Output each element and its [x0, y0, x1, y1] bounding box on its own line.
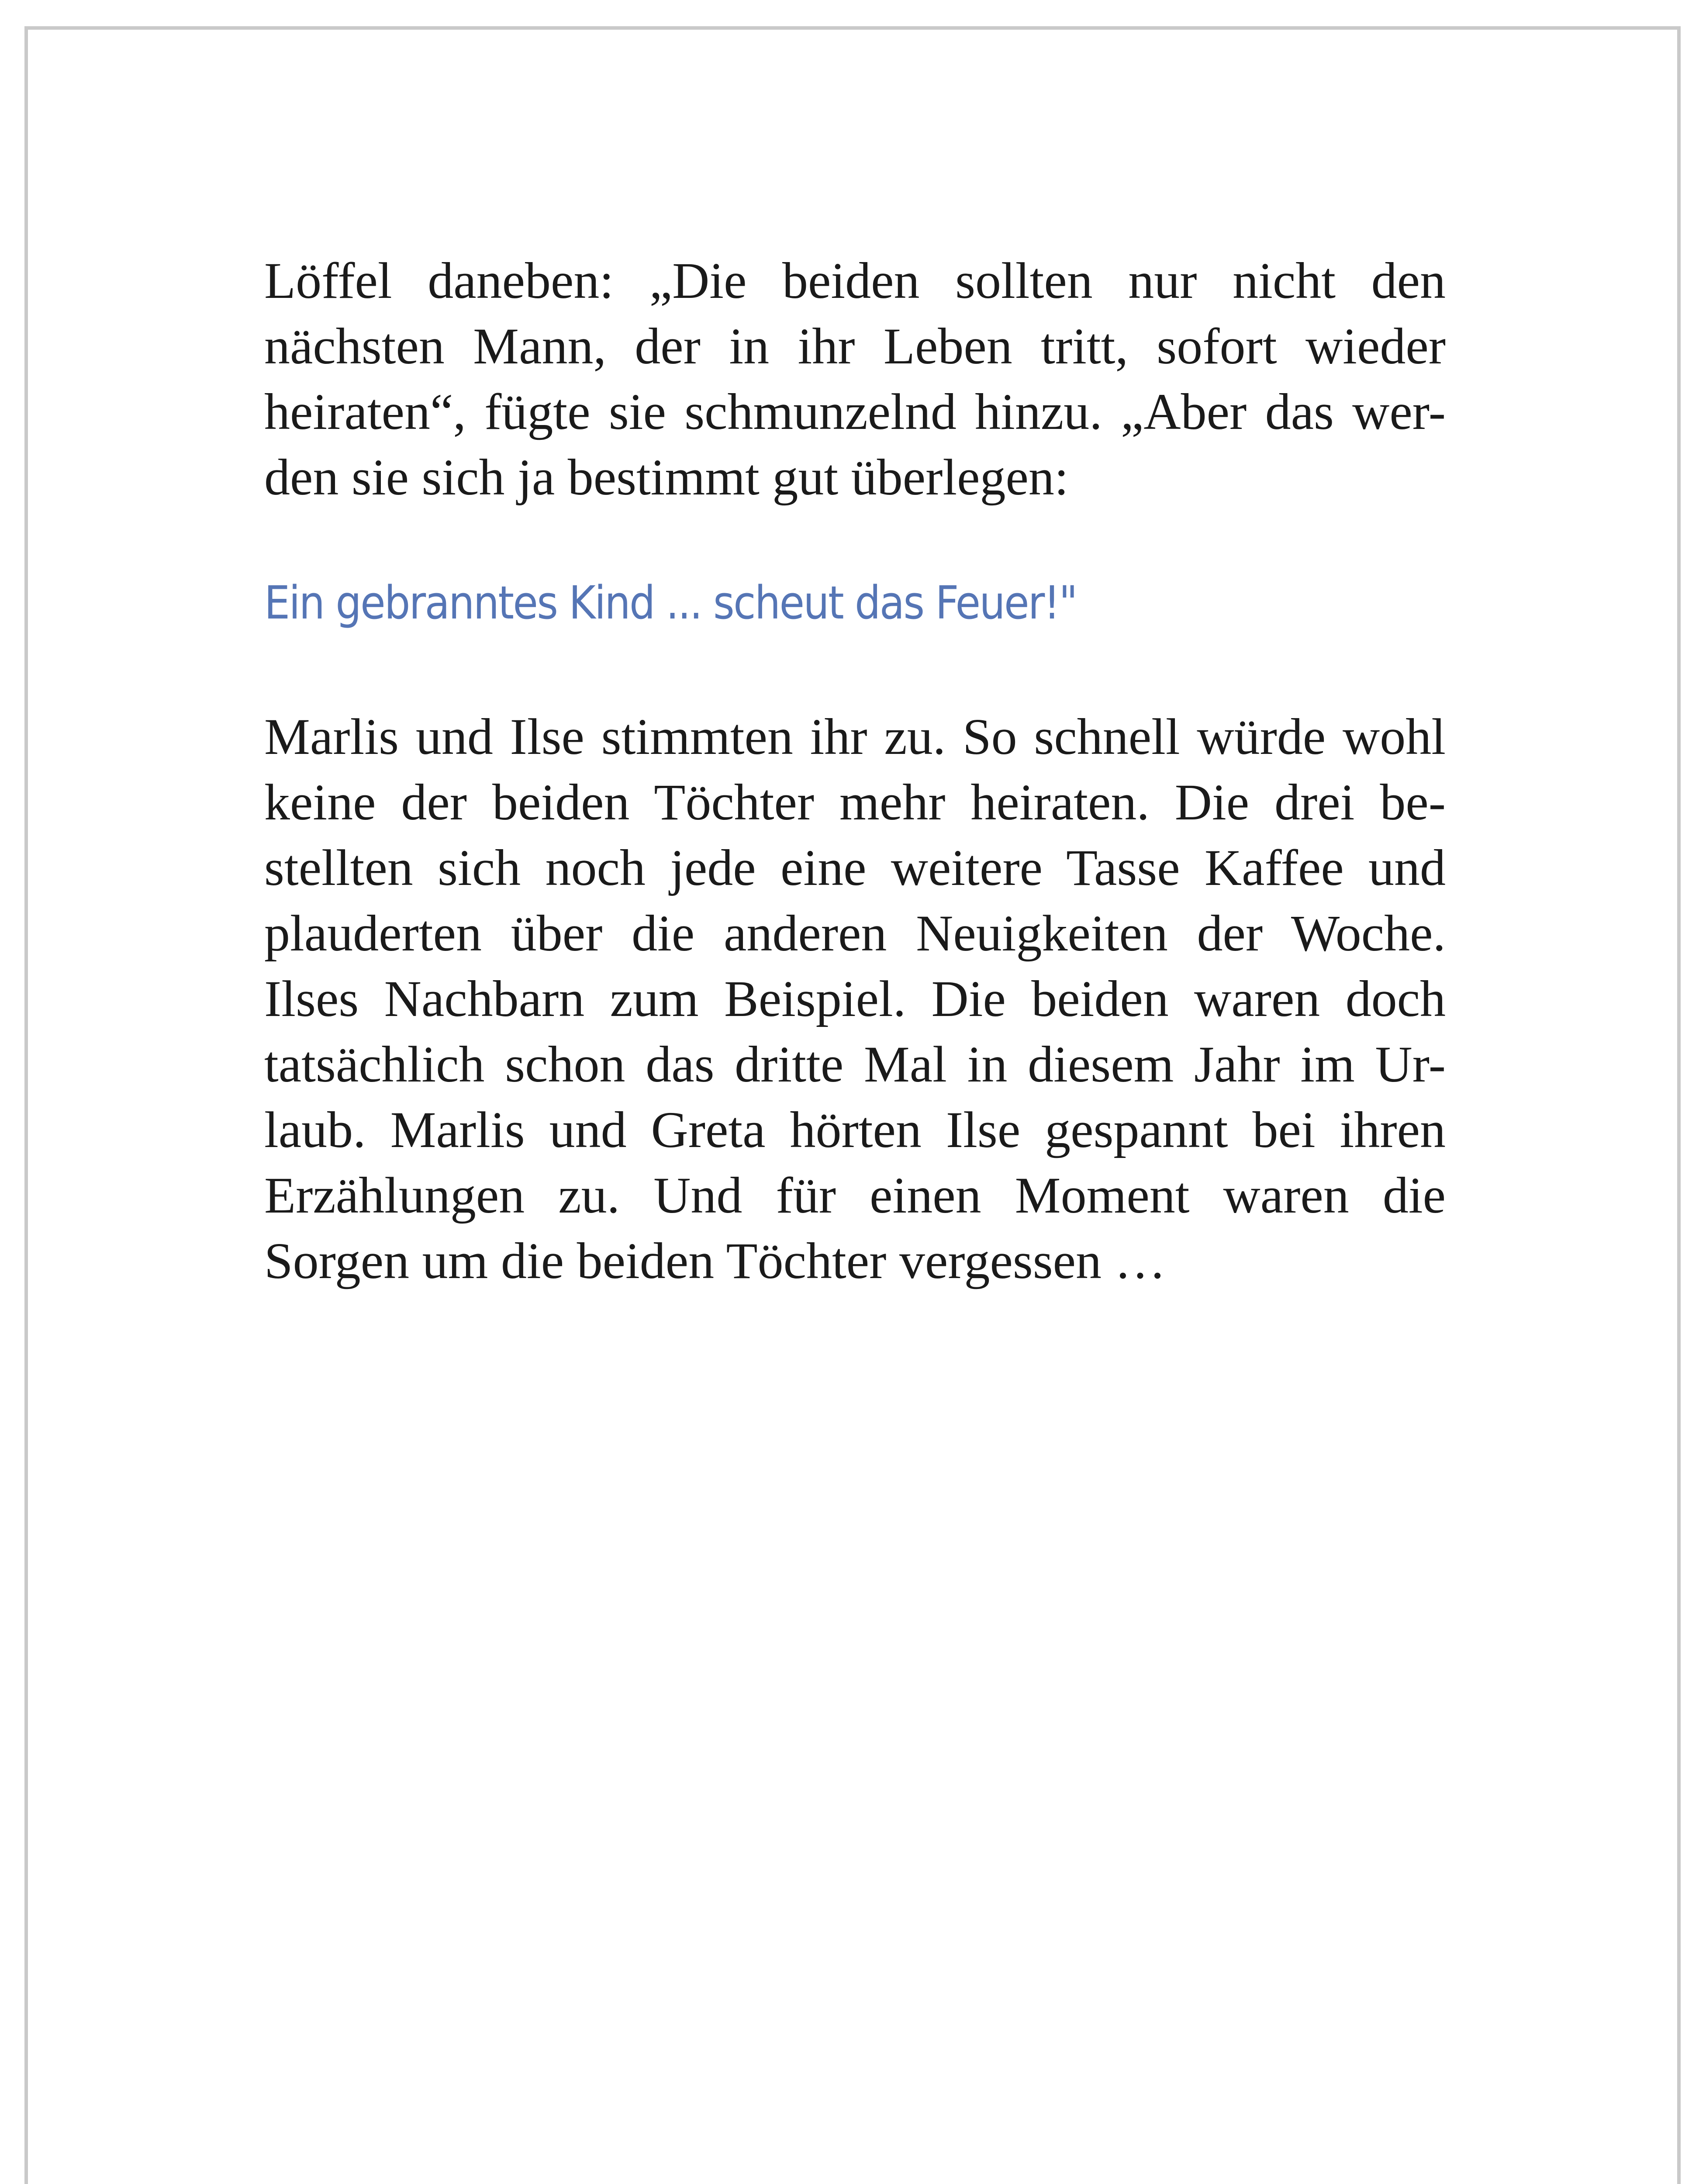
text-line: laub. Marlis und Greta hörten Ilse gespannt bei ihren: [264, 1101, 1446, 1158]
text-line: Marlis und Ilse stimmten ihr zu. So schnell würde wohl: [264, 708, 1446, 765]
paragraph-2: [264, 704, 1446, 1294]
paragraph-1: [264, 248, 1446, 510]
highlighted-quote: Ein gebranntes Kind ... scheut das Feuer!": [264, 576, 1077, 629]
text-line: Erzählungen zu. Und für einen Moment waren die: [264, 1167, 1446, 1224]
text-line: heiraten“, fügte sie schmunzelnd hinzu. „Aber das wer-: [264, 383, 1446, 440]
text-line: stellten sich noch jede eine weitere Tasse Kaffee und: [264, 839, 1446, 896]
text-line: plauderten über die anderen Neuigkeiten der Woche.: [264, 905, 1446, 962]
text-line: den sie sich ja bestimmt gut überlegen:: [264, 449, 1069, 506]
text-line: keine der beiden Töchter mehr heiraten. Die drei be-: [264, 774, 1446, 831]
text-line: Löffel daneben: „Die beiden sollten nur nicht den: [264, 252, 1446, 309]
text-line: Sorgen um die beiden Töchter vergessen …: [264, 1232, 1166, 1289]
text-line: Ilses Nachbarn zum Beispiel. Die beiden waren doch: [264, 970, 1446, 1027]
text-line: tatsächlich schon das dritte Mal in diesem Jahr im Ur-: [264, 1036, 1446, 1093]
text-line: nächsten Mann, der in ihr Leben tritt, sofort wieder: [264, 318, 1446, 375]
